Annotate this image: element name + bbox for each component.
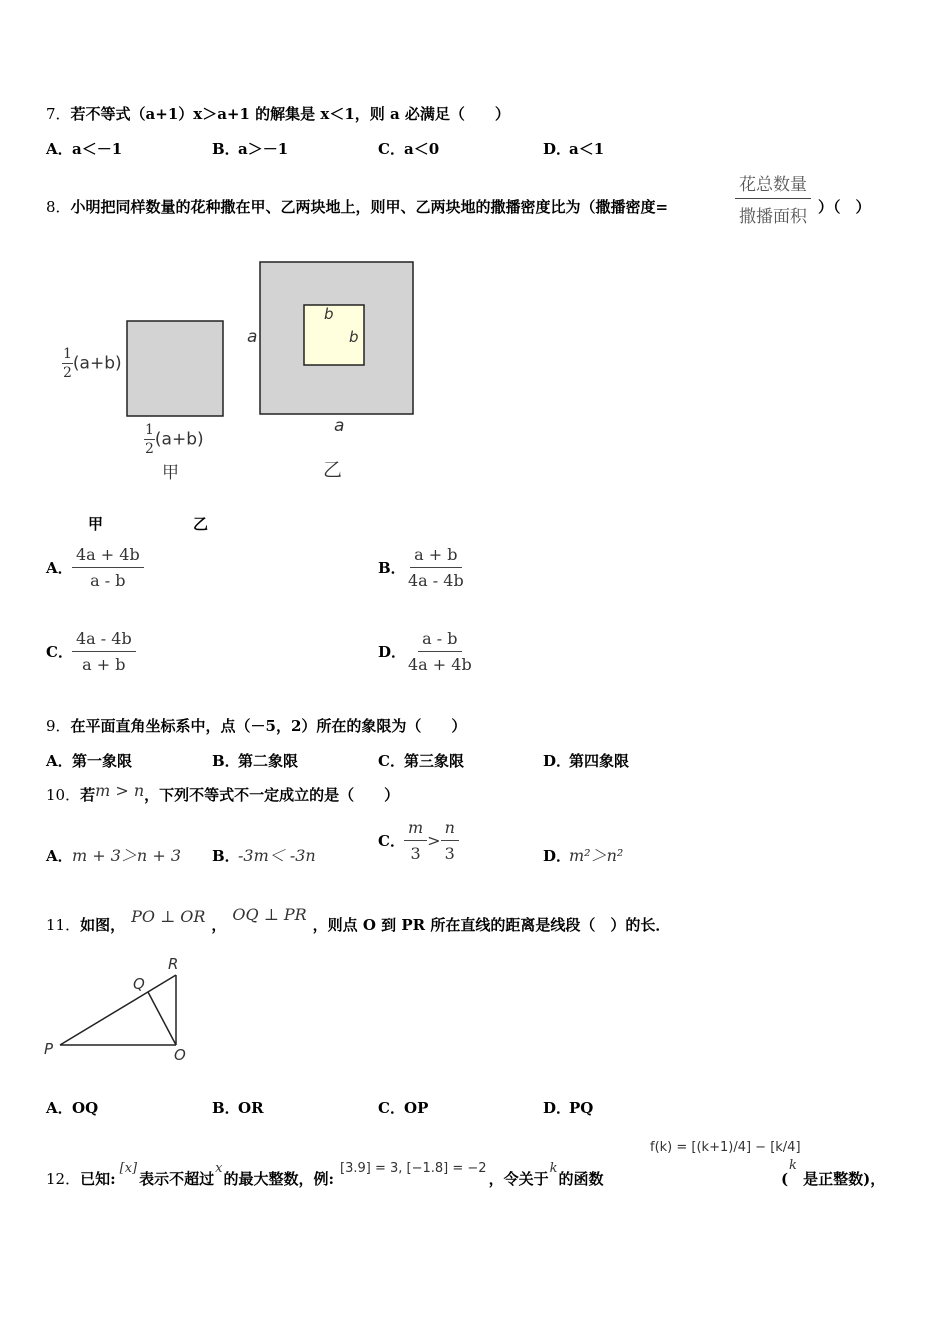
density-numerator: 花总数量 bbox=[735, 170, 811, 199]
q9-option-a[interactable] bbox=[46, 750, 132, 771]
point-p-label: P bbox=[44, 1040, 54, 1058]
q9-number: 9． bbox=[46, 717, 71, 735]
fraction-denominator: 4a - 4b bbox=[408, 571, 464, 590]
option-math: m²＞n² bbox=[569, 846, 624, 865]
plot-jia-square bbox=[127, 321, 223, 416]
option-label: C． bbox=[378, 832, 405, 850]
q8-density-fraction bbox=[735, 170, 811, 227]
q10-option-d[interactable] bbox=[543, 843, 623, 866]
option-label: C． bbox=[378, 1099, 405, 1117]
q7-stem bbox=[46, 103, 510, 124]
option-label: A． bbox=[46, 1099, 73, 1117]
point-o-label: O bbox=[174, 1046, 186, 1064]
fraction-numerator: n bbox=[441, 818, 459, 841]
option-text: 第四象限 bbox=[569, 752, 630, 770]
q12-comma: ， bbox=[488, 1170, 504, 1188]
q11-option-d[interactable] bbox=[543, 1097, 593, 1118]
density-denominator: 撒播面积 bbox=[739, 207, 807, 227]
q12-x: x bbox=[215, 1161, 223, 1176]
q10-number: 10． bbox=[46, 786, 81, 804]
q10-stem bbox=[46, 781, 400, 805]
q11-condition-1: PO ⊥ OR bbox=[131, 907, 206, 926]
fraction-denominator: a - b bbox=[90, 571, 126, 590]
relation-symbol: > bbox=[427, 831, 441, 850]
fraction-numerator: 4a - 4b bbox=[72, 629, 136, 652]
q7-option-b[interactable] bbox=[212, 138, 288, 159]
option-label: D． bbox=[543, 140, 572, 158]
q7-text: 若不等式（a+1）x＞a+1 的解集是 x＜1，则 a 必满足（ ） bbox=[70, 105, 510, 123]
jia-left-half-fraction bbox=[62, 346, 122, 381]
fraction-numerator: a - b bbox=[418, 629, 461, 652]
jia-figure-name: 甲 bbox=[162, 463, 179, 483]
q10-post: ，下列不等式不一定成立的是（ ） bbox=[144, 786, 400, 804]
q8-tail: ）（ ） bbox=[818, 198, 871, 216]
fraction-numerator: m bbox=[404, 818, 427, 841]
q7-option-d[interactable] bbox=[543, 138, 604, 159]
q12-floor-symbol: [x] bbox=[119, 1161, 138, 1176]
option-label: C． bbox=[378, 140, 405, 158]
option-label: A． bbox=[46, 140, 73, 158]
q8-option-d[interactable] bbox=[378, 629, 476, 674]
q8-stem bbox=[46, 196, 668, 217]
q9-option-d[interactable] bbox=[543, 750, 629, 771]
option-math: -3m＜ -3n bbox=[238, 846, 316, 865]
q11-separator: ， bbox=[211, 916, 227, 934]
caption-yi: 乙 bbox=[193, 515, 209, 533]
option-label: D． bbox=[378, 643, 407, 661]
option-label: B． bbox=[212, 752, 240, 770]
option-label: A． bbox=[46, 752, 73, 770]
point-q-label: Q bbox=[133, 975, 145, 993]
q12-mid2: 的最大整数，例: bbox=[223, 1170, 335, 1188]
fraction-numerator: 4a + 4b bbox=[72, 545, 144, 568]
q11-post: ，则点 O 到 PR 所在直线的距离是线段（ ）的长． bbox=[312, 916, 671, 934]
q11-option-b[interactable] bbox=[212, 1097, 264, 1118]
q10-condition: m > n bbox=[95, 781, 145, 800]
q10-pre: 若 bbox=[80, 786, 96, 804]
q8-option-c[interactable] bbox=[46, 629, 136, 674]
jia-bottom-side-label: (a+b) bbox=[154, 429, 204, 450]
q10-option-a[interactable] bbox=[46, 843, 181, 866]
jia-bottom-half-fraction bbox=[144, 422, 204, 457]
q9-option-b[interactable] bbox=[212, 750, 298, 771]
q8-option-b[interactable] bbox=[378, 545, 468, 590]
q11-option-c[interactable] bbox=[378, 1097, 428, 1118]
half-numerator: 1 bbox=[63, 346, 72, 362]
option-label: A． bbox=[46, 847, 73, 865]
option-label: D． bbox=[543, 847, 572, 865]
fraction-denominator: 4a + 4b bbox=[408, 655, 472, 674]
option-text: 第三象限 bbox=[404, 752, 465, 770]
q7-number: 7． bbox=[46, 105, 71, 123]
q7-option-a[interactable] bbox=[46, 138, 122, 159]
option-label: C． bbox=[378, 752, 405, 770]
q10-option-c[interactable] bbox=[378, 818, 459, 863]
q12-k2: k bbox=[789, 1158, 797, 1173]
q11-stem bbox=[46, 905, 671, 935]
option-label: D． bbox=[543, 752, 572, 770]
yi-figure-name: 乙 bbox=[323, 459, 343, 481]
option-text: OQ bbox=[72, 1099, 99, 1117]
fraction-numerator: a + b bbox=[410, 545, 461, 568]
option-text: a＜0 bbox=[404, 140, 440, 158]
option-text: 第二象限 bbox=[238, 752, 299, 770]
inner-b-right-label: b bbox=[349, 328, 359, 346]
segment-pr bbox=[60, 975, 176, 1045]
option-label: A． bbox=[46, 559, 73, 577]
option-text: a＜－1 bbox=[72, 140, 123, 158]
option-text: OP bbox=[404, 1099, 429, 1117]
q12-example: [3.9] = 3, [−1.8] = −2 bbox=[340, 1161, 487, 1176]
fraction-denominator: 3 bbox=[444, 844, 455, 863]
q8-number: 8． bbox=[46, 198, 71, 216]
half-numerator: 1 bbox=[145, 422, 154, 438]
option-text: a＞－1 bbox=[238, 140, 289, 158]
yi-bottom-side-label: a bbox=[334, 416, 345, 436]
q11-condition-2: OQ ⊥ PR bbox=[232, 905, 307, 924]
option-label: B． bbox=[212, 140, 240, 158]
fraction-denominator: a + b bbox=[82, 655, 126, 674]
q11-number: 11． bbox=[46, 916, 81, 934]
q12-stem bbox=[46, 1161, 604, 1189]
q8-option-a[interactable] bbox=[46, 545, 144, 590]
option-math: m + 3＞n + 3 bbox=[72, 846, 181, 865]
q12-mid3: 令关于 bbox=[503, 1170, 549, 1188]
option-text: OR bbox=[238, 1099, 264, 1117]
q9-option-c[interactable] bbox=[378, 750, 464, 771]
option-text: a＜1 bbox=[569, 140, 605, 158]
inner-b-top-label: b bbox=[324, 305, 334, 323]
q8-text: 小明把同样数量的花种撒在甲、乙两块地上，则甲、乙两块地的撒播密度比为（撒播密度= bbox=[70, 198, 669, 216]
caption-jia: 甲 bbox=[88, 515, 104, 533]
q12-pre: 已知: bbox=[80, 1170, 116, 1188]
q11-option-a[interactable] bbox=[46, 1097, 98, 1118]
option-text: PQ bbox=[569, 1099, 594, 1117]
q12-mid4: 的函数 bbox=[558, 1170, 604, 1188]
half-denominator: 2 bbox=[63, 365, 72, 381]
q12-function: f(k) = [(k+1)/4] − [k/4] bbox=[650, 1140, 801, 1155]
q12-end: ( 是正整数)， bbox=[781, 1170, 886, 1188]
q7-option-c[interactable] bbox=[378, 138, 439, 159]
fraction-denominator: 3 bbox=[410, 844, 421, 863]
segment-oq bbox=[148, 992, 176, 1045]
q11-pre: 如图， bbox=[80, 916, 126, 934]
option-label: B． bbox=[378, 559, 406, 577]
option-text: 第一象限 bbox=[72, 752, 133, 770]
yi-left-side-label: a bbox=[247, 327, 258, 347]
option-label: C． bbox=[46, 643, 73, 661]
q12-number: 12． bbox=[46, 1170, 81, 1188]
q9-stem bbox=[46, 715, 466, 736]
option-label: B． bbox=[212, 1099, 240, 1117]
option-label: B． bbox=[212, 847, 240, 865]
jia-left-side-label: (a+b) bbox=[72, 353, 122, 374]
option-label: D． bbox=[543, 1099, 572, 1117]
q12-mid: 表示不超过 bbox=[139, 1170, 215, 1188]
q12-k: k bbox=[549, 1161, 558, 1176]
half-denominator: 2 bbox=[145, 441, 154, 457]
q10-option-b[interactable] bbox=[212, 843, 316, 866]
q9-text: 在平面直角坐标系中，点（－5，2）所在的象限为（ ） bbox=[70, 717, 467, 735]
point-r-label: R bbox=[168, 955, 179, 973]
